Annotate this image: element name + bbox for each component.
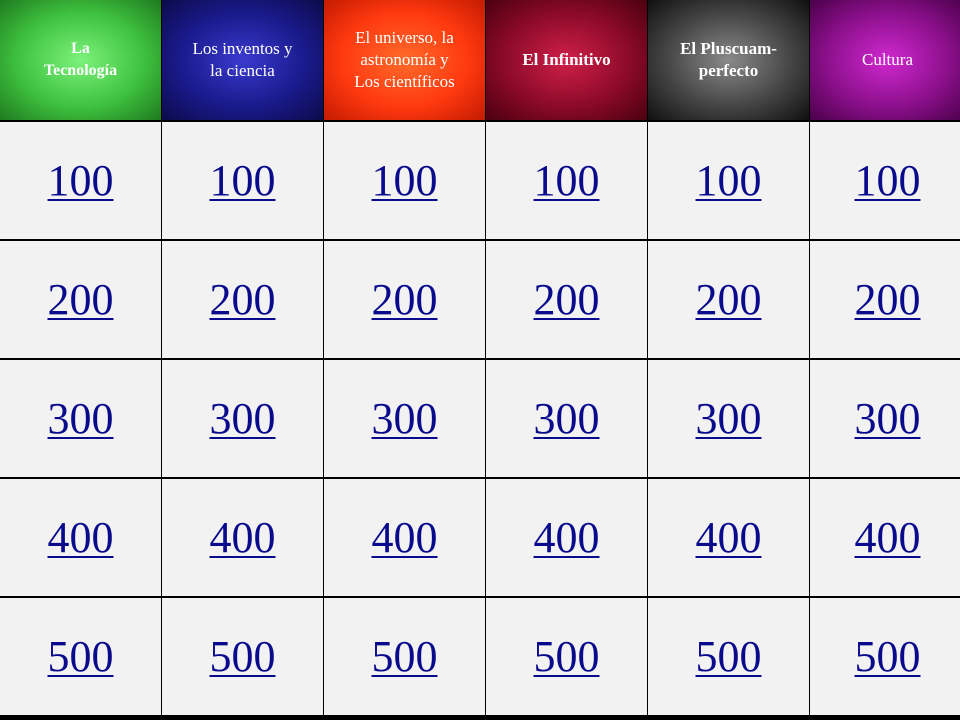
question-link-col5-500[interactable]: 500 bbox=[695, 631, 762, 681]
board-cell-col2-200[interactable] bbox=[162, 241, 323, 358]
board-cell-col4-300[interactable] bbox=[486, 360, 647, 477]
question-link-col6-300[interactable]: 300 bbox=[854, 393, 921, 443]
question-link-col3-200[interactable]: 200 bbox=[371, 274, 438, 324]
board-cell-col3-500[interactable] bbox=[324, 598, 485, 715]
category-header-line: la ciencia bbox=[210, 61, 275, 80]
board-cell-col2-500[interactable] bbox=[162, 598, 323, 715]
question-link-col5-200[interactable]: 200 bbox=[695, 274, 762, 324]
category-header-line: Cultura bbox=[862, 50, 913, 69]
question-link-col3-300[interactable]: 300 bbox=[371, 393, 438, 443]
question-link-col4-200[interactable]: 200 bbox=[533, 274, 600, 324]
question-link-col2-200[interactable]: 200 bbox=[209, 274, 276, 324]
question-link-col1-100[interactable]: 100 bbox=[47, 155, 114, 205]
board-cell-col5-200[interactable] bbox=[648, 241, 809, 358]
category-header-la-tecnologia bbox=[0, 0, 161, 120]
board-cell-col5-500[interactable] bbox=[648, 598, 809, 715]
category-header-line: perfecto bbox=[698, 61, 759, 80]
board-cell-col5-300[interactable] bbox=[648, 360, 809, 477]
category-header-los-inventos bbox=[162, 0, 323, 120]
question-link-col3-500[interactable]: 500 bbox=[371, 631, 438, 681]
question-link-col5-400[interactable]: 400 bbox=[695, 512, 762, 562]
question-link-col3-400[interactable]: 400 bbox=[371, 512, 438, 562]
question-link-col2-400[interactable]: 400 bbox=[209, 512, 276, 562]
board-cell-col6-200[interactable] bbox=[810, 241, 960, 358]
question-link-col5-100[interactable]: 100 bbox=[695, 155, 762, 205]
question-link-col6-200[interactable]: 200 bbox=[854, 274, 921, 324]
category-header-line: El universo, la bbox=[355, 28, 454, 47]
category-header-line: El Infinitivo bbox=[522, 50, 611, 69]
category-header-line: El Pluscuam- bbox=[680, 39, 777, 58]
board-cell-col1-300[interactable] bbox=[0, 360, 161, 477]
category-header-cultura bbox=[810, 0, 960, 120]
category-header-line: Los inventos y bbox=[192, 39, 293, 58]
question-link-col6-400[interactable]: 400 bbox=[854, 512, 921, 562]
board-cell-col1-400[interactable] bbox=[0, 479, 161, 596]
question-link-col4-300[interactable]: 300 bbox=[533, 393, 600, 443]
category-header-el-infinitivo bbox=[486, 0, 647, 120]
board-cell-col3-300[interactable] bbox=[324, 360, 485, 477]
board-cell-col6-400[interactable] bbox=[810, 479, 960, 596]
question-link-col1-300[interactable]: 300 bbox=[47, 393, 114, 443]
board-cell-col5-100[interactable] bbox=[648, 122, 809, 239]
board-cell-col6-500[interactable] bbox=[810, 598, 960, 715]
board-cell-col4-500[interactable] bbox=[486, 598, 647, 715]
category-header-line: Tecnología bbox=[43, 62, 118, 79]
question-link-col2-300[interactable]: 300 bbox=[209, 393, 276, 443]
question-link-col1-200[interactable]: 200 bbox=[47, 274, 114, 324]
category-header-el-pluscuamperfecto bbox=[648, 0, 809, 120]
question-link-col6-100[interactable]: 100 bbox=[854, 155, 921, 205]
board-cell-col2-300[interactable] bbox=[162, 360, 323, 477]
board-cell-col4-400[interactable] bbox=[486, 479, 647, 596]
board-cell-col1-100[interactable] bbox=[0, 122, 161, 239]
question-link-col3-100[interactable]: 100 bbox=[371, 155, 438, 205]
board-cell-col6-300[interactable] bbox=[810, 360, 960, 477]
category-header-line: Los científicos bbox=[354, 72, 455, 91]
board-cell-col4-200[interactable] bbox=[486, 241, 647, 358]
question-link-col1-400[interactable]: 400 bbox=[47, 512, 114, 562]
board-cell-col1-200[interactable] bbox=[0, 241, 161, 358]
question-link-col1-500[interactable]: 500 bbox=[47, 631, 114, 681]
question-link-col4-100[interactable]: 100 bbox=[533, 155, 600, 205]
board-cell-col3-200[interactable] bbox=[324, 241, 485, 358]
board-cell-col3-100[interactable] bbox=[324, 122, 485, 239]
board-cell-col6-100[interactable] bbox=[810, 122, 960, 239]
question-link-col2-500[interactable]: 500 bbox=[209, 631, 276, 681]
question-link-col6-500[interactable]: 500 bbox=[854, 631, 921, 681]
board-cell-col3-400[interactable] bbox=[324, 479, 485, 596]
board-cell-col2-400[interactable] bbox=[162, 479, 323, 596]
board-cell-col2-100[interactable] bbox=[162, 122, 323, 239]
category-header-el-universo bbox=[324, 0, 485, 120]
board-cell-col4-100[interactable] bbox=[486, 122, 647, 239]
category-header-line: astronomía y bbox=[360, 50, 449, 69]
category-header-line: La bbox=[71, 40, 90, 57]
board-cell-col1-500[interactable] bbox=[0, 598, 161, 715]
question-link-col4-500[interactable]: 500 bbox=[533, 631, 600, 681]
question-link-col5-300[interactable]: 300 bbox=[695, 393, 762, 443]
board-cell-col5-400[interactable] bbox=[648, 479, 809, 596]
question-link-col2-100[interactable]: 100 bbox=[209, 155, 276, 205]
question-link-col4-400[interactable]: 400 bbox=[533, 512, 600, 562]
